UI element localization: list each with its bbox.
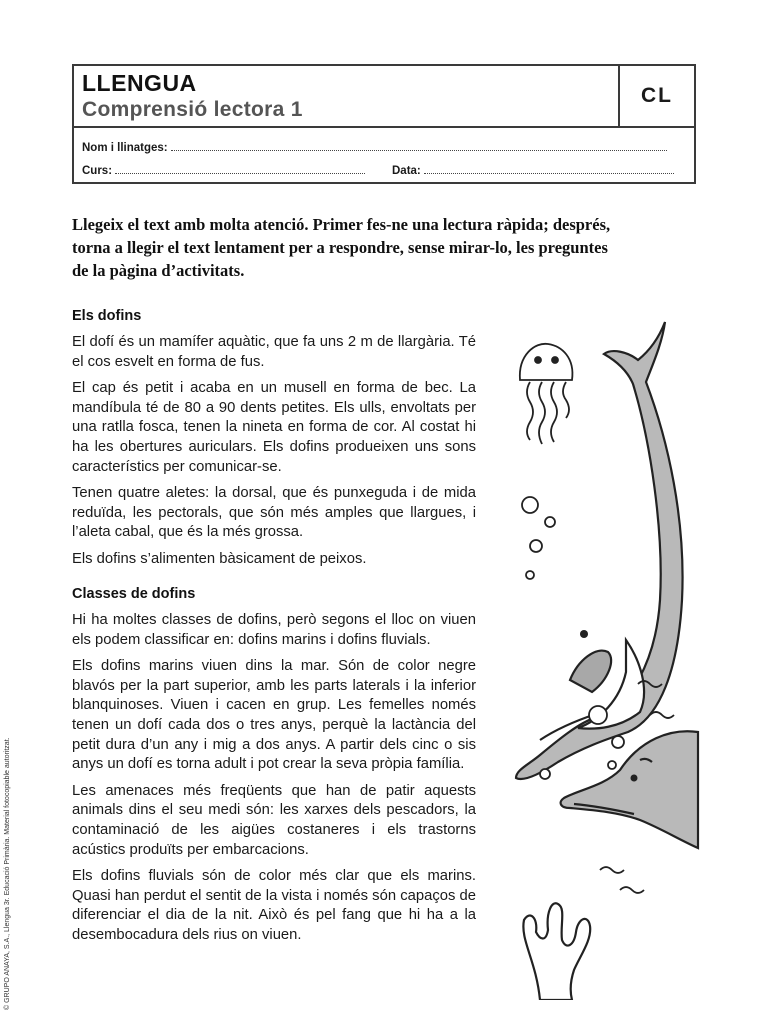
header-box — [72, 64, 696, 184]
paragraph: El cap és petit i acaba en un musell en forma de bec. La mandíbula té de 80 a 90 dents petites. Els ulls, envoltats per una ratlla fosca, tenen la nineta en forma de cor. Al costat hi ha les obertures auriculars. Els dofins produeixen uns sons característics per comunicar-se. — [72, 380, 476, 475]
paragraph: Tenen quatre aletes: la dorsal, que és punxeguda i de mida reduïda, les pectorals, que són més amples que llargues, i l’aleta cabal, que és la més grossa. — [72, 485, 476, 541]
coral-icon — [523, 903, 590, 1000]
name-dotted-line[interactable] — [171, 140, 667, 151]
date-field[interactable] — [392, 163, 674, 177]
name-label: Nom i llinatges: — [82, 142, 168, 154]
dolphin-illustration — [500, 300, 710, 1000]
course-dotted-line[interactable] — [115, 163, 365, 174]
paragraph: Els dofins s’alimenten bàsicament de peixos. — [72, 550, 367, 567]
header-title-area — [74, 66, 694, 128]
section-title-dolphins: Els dofins — [72, 308, 142, 324]
code-label: CL — [641, 84, 673, 107]
section-classes-text — [72, 611, 476, 953]
date-dotted-line[interactable] — [424, 163, 674, 174]
course-label: Curs: — [82, 165, 113, 177]
jellyfish-icon — [520, 344, 573, 444]
copyright-note: © GRUPO ANAYA, S.A., Llengua 3r. Educació Primària. Material fotocopiable autoritzat. — [4, 737, 11, 1010]
paragraph: Els dofins fluvials són de color més clar que els marins. Quasi han perdut el sentit de la vista i només són capaços de diferenciar el dia de la nit. Això és pel fang que hi ha a la desembocadura dels rius on viuen. — [72, 868, 476, 943]
course-field[interactable] — [82, 163, 365, 177]
instructions: Llegeix el text amb molta atenció. Primer fes-ne una lectura ràpida; després, torna a llegir el text lentament per a respondre, sense mirar-lo, les preguntes de la pàgina d’activitats. — [72, 215, 611, 280]
date-label: Data: — [392, 165, 421, 177]
paragraph: Els dofins marins viuen dins la mar. Són de color negre blavós per la part superior, amb les parts laterals i la inferior blanquinoses. Viuen i cacen en grup. Les femelles només tenen un dofí cada dos o tres anys, perquè la lactància del petit dura d’un any i mig a dos anys. A partir dels cinc o sis anys un dofí es torna adult i pot crear la seva pròpia família. — [72, 658, 476, 773]
section-title-classes: Classes de dofins — [72, 586, 196, 602]
name-field[interactable] — [82, 140, 667, 154]
paragraph: Hi ha moltes classes de dofins, però segons el lloc on viuen els podem classificar en: dofins marins i dofins fluvials. — [72, 612, 476, 648]
section-dolphins-text — [72, 333, 476, 577]
subject-title: LLENGUA — [82, 70, 197, 96]
code-box — [618, 66, 694, 126]
paragraph: Les amenaces més freqüents que han de patir aquests animals dins el seu medi són: les xarxes dels pescadors, la contaminació de les aigües costaneres i els trastorns acústics produïts per embarcacions. — [72, 782, 476, 858]
unit-title: Comprensió lectora 1 — [82, 98, 303, 121]
paragraph: El dofí és un mamífer aquàtic, que fa uns 2 m de llargària. Té el cos esvelt en forma de fus. — [72, 334, 476, 370]
